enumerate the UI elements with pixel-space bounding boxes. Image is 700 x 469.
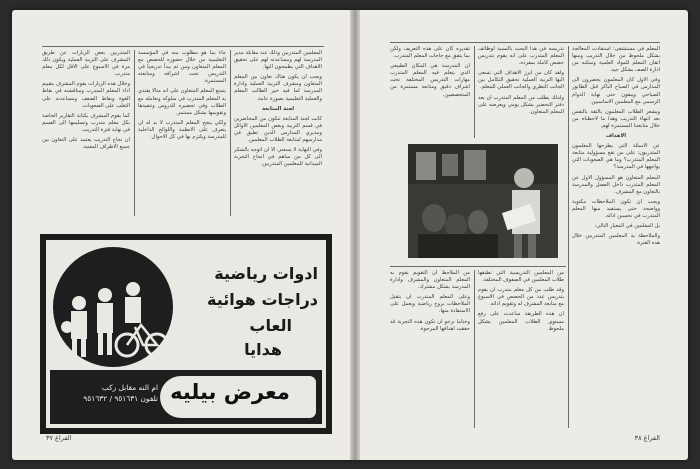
mid-rule: [390, 266, 566, 267]
teacher-students-photo: [408, 144, 558, 258]
paragraph: جاء بما هو مطلوب منه في المؤسسة التعليمية من خلال حضوره للحصص مع المعلم المتعاون ومن ثم يبدأ تدريجيا في التدريس تحت اشرافه ومتابعته المستمرة.: [138, 50, 226, 85]
paragraph: ويجب ان يكون هناك تعاون بين المعلم المتعاون ومشرف التربية العملية وادارة المدرسة لما فيه خير الطالب المعلم والعملية التعليمية بصورة عامة.: [234, 74, 322, 102]
paragraph: ويجب ان تكون الملاحظات مكتوبة وواضحة حتى يستفيد منها المعلم المتدرب في تحسين ادائه.: [572, 198, 660, 219]
paragraph: من الملاحظ ان التقويم يقوم به المعلم المتعاون والمشرف وادارة المدرسة بشكل مشترك.: [390, 270, 470, 291]
shop-phone: تلفون ٩٥١٦٣١ / ٩٥١٦٣٢: [83, 394, 158, 403]
column-divider: [230, 50, 231, 216]
paragraph: والملاحظة يد المعلمين المتدربين خلال هذه الفترة.: [572, 233, 660, 247]
paragraph: ولذلك يطلب من المعلم المتدرب ان يعد دفتر التحضير بشكل يومي ويعرضه على المعلم المتعاون.: [478, 94, 564, 115]
paragraph: من المعلمين التدريسية التي تطبقها طلاب المعلمين في الصفوف المختلفة.: [478, 270, 564, 284]
shop-contact: [60, 382, 158, 404]
paragraph: كانت لجنة المتابعة تتكون من المحاضرين في قسم التربية وبعض المعلمين الاوائل ومديري المدارس الذين تطبق في مدارسهم لمتابعة الطلاب المعلمين.: [234, 115, 322, 144]
top-rule: [42, 46, 324, 47]
right-page-column-left-top: [390, 46, 470, 138]
left-page-column-left: [42, 50, 130, 216]
top-rule: [390, 42, 660, 43]
children-bicycle-illustration: [53, 247, 173, 367]
section-heading: لجنة المتابعة: [261, 105, 295, 112]
ad-illustration: [53, 247, 173, 367]
paragraph: تقديره كان على هذه التعريف ولكن بما يتفق مع حاجات المعلم المتدرب.: [390, 46, 470, 60]
page-number-left: الفراغ ٣٧: [46, 434, 72, 442]
ad-line-toys: العاب: [249, 316, 292, 335]
paragraph: المعلمين المتدربين وذلك عند مقابلة مدير المدرسة لهم ومساعدته لهم على تحقيق الاهداف التي يطمحون اليها.: [234, 50, 322, 71]
paragraph: كما يقوم المشرف بكتابة التقارير الخاصة بكل معلم متدرب وتسليمها الى القسم في نهاية فترة التدريب.: [42, 112, 130, 133]
paragraph: وختاما نرجو ان تكون هذه التجربة قد حققت اهدافها المرجوة.: [390, 318, 470, 332]
column-divider: [134, 50, 135, 216]
shop-name: معرض بيليه: [170, 380, 290, 404]
book-gutter: [350, 10, 360, 460]
paragraph: المعلم في مستشفى: استفادت المعالجة بشكل ملحوظ من خلال التدريب ومنها اتقان المعلم للمواد العلمية وتمكنه من ادارة الصف بشكل جيد.: [572, 46, 660, 74]
left-page-column-right: [234, 50, 322, 216]
ad-banner: [50, 370, 322, 424]
advertisement: [40, 234, 332, 434]
paragraph: وفي النهاية لا يسعني الا ان اتوجه بالشكر الى كل من ساهم في انجاح التجربة الميدانية للمعلمين المتدربين.: [234, 147, 322, 168]
column-divider: [474, 46, 475, 138]
paragraph: عن الاسئلة التي يطرحها المعلمون المتدربون: على من تقع مسؤولية متابعة المعلم المتدرب؟ وما هي الصعوبات التي يواجهها في المدرسة؟: [572, 143, 660, 171]
ad-panel: [46, 240, 326, 428]
right-page-column-right: [572, 46, 660, 428]
magazine-spread: [12, 10, 688, 460]
paragraph: تدريسه في هذا البحث بالنسبة لوظائف المعلم المتدرب على انه يقوم بتدريس حصص كاملة بمفرده.: [478, 46, 564, 67]
right-page-column-left-bottom: [390, 270, 470, 428]
paragraph: وقد طلب من كل معلم متدرب ان يقوم بتدريس عدد من الحصص في الاسبوع مع متابعة المشرف له وتقويم ادائه.: [478, 287, 564, 308]
ad-line-gifts: هدايا: [244, 340, 282, 359]
paragraph: وخلال هذه الزيارات يقوم المشرف بتقييم اداء المعلم المتدرب ومناقشته في نقاط القوة ونقاط الضعف ومساعدته على التغلب على الصعوبات.: [42, 81, 130, 109]
classroom-photo: [408, 144, 558, 258]
paragraph: ولقد كان من ابرز الاهداف التي تسعى اليها التربية العملية تحقيق التكامل بين الجانب النظري والجانب العملي للمعلم.: [478, 70, 564, 91]
paragraph: ان نجاح التدريب يعتمد على التعاون بين جميع الاطراف المعنية.: [42, 137, 130, 151]
paragraph: ان المدرسة هي المكان الطبيعي الذي يتعلم فيه المعلم المتدرب مهارات التدريس المختلفة تحت اشراف دقيق ومتابعة مستمرة من المتخصصين.: [390, 63, 470, 98]
paragraph: ان هذه الطريقة ساعدت على رفع مستوى الطلاب المعلمين بشكل ملحوظ.: [478, 311, 564, 332]
column-divider: [568, 46, 569, 428]
right-page-column-middle-bottom: [478, 270, 564, 428]
paragraph: وعلى المعلم المتدرب ان يتقبل الملاحظات بروح رياضية ويعمل على الاستفادة منها.: [390, 294, 470, 315]
column-divider: [474, 270, 475, 428]
ad-line-bicycles: دراجات هوائية: [207, 290, 318, 309]
left-page: [12, 10, 350, 460]
section-heading: الاهداف: [605, 133, 627, 140]
paragraph: ولكي ينجح المعلم المتدرب لا بد له ان يتعرف على الانظمة واللوائح الداخلية للمدرسة ويلتزم بها في كل الاحوال.: [138, 119, 226, 141]
left-page-column-middle: [138, 50, 226, 216]
paragraph: المعلم المتعاون هو المسؤول الاول عن المعلم المتدرب داخل الفصل والمدرسة بالتعاون مع المشرف.: [572, 174, 660, 195]
right-page-column-middle-top: [478, 46, 564, 138]
page-number-right: الفراغ ٣٨: [634, 434, 660, 442]
shop-address: ام النه مقابل ركب: [101, 383, 158, 392]
paragraph: يتمتع المعلم المتعاون على انه مثالا يقتدي به المعلم المتدرب في سلوكه وتعامله مع الطلاب وفي تحضيره للدروس وتنفيذها وتقويمها بشكل مستمر.: [138, 88, 226, 116]
ad-line-sports: ادوات رياضية: [214, 264, 318, 283]
paragraph: المتدربين بعض الزيارات عن طريق المشرف على التربية العملية ويكون ذلك مرة في الاسبوع على الاقل لكل معلم متدرب.: [42, 50, 130, 78]
right-page: [360, 10, 688, 460]
paragraph: بل المعلمين في المعيار التالي:: [594, 223, 660, 230]
paragraph: وفي الاول كان المعلمون يحضرون الى المدارس في الصباح الباكر قبل الطابور الصباحي ويبقون حتى نهاية الدوام الرسمي مع المعلمين الاساسيين.: [572, 77, 660, 105]
paragraph: ويشعر الطلاب المعلمون بالثقة بالنفس بعد انتهاء التدريب وهذا ما لاحظناه من خلال متابعتنا المستمرة لهم.: [572, 108, 660, 129]
